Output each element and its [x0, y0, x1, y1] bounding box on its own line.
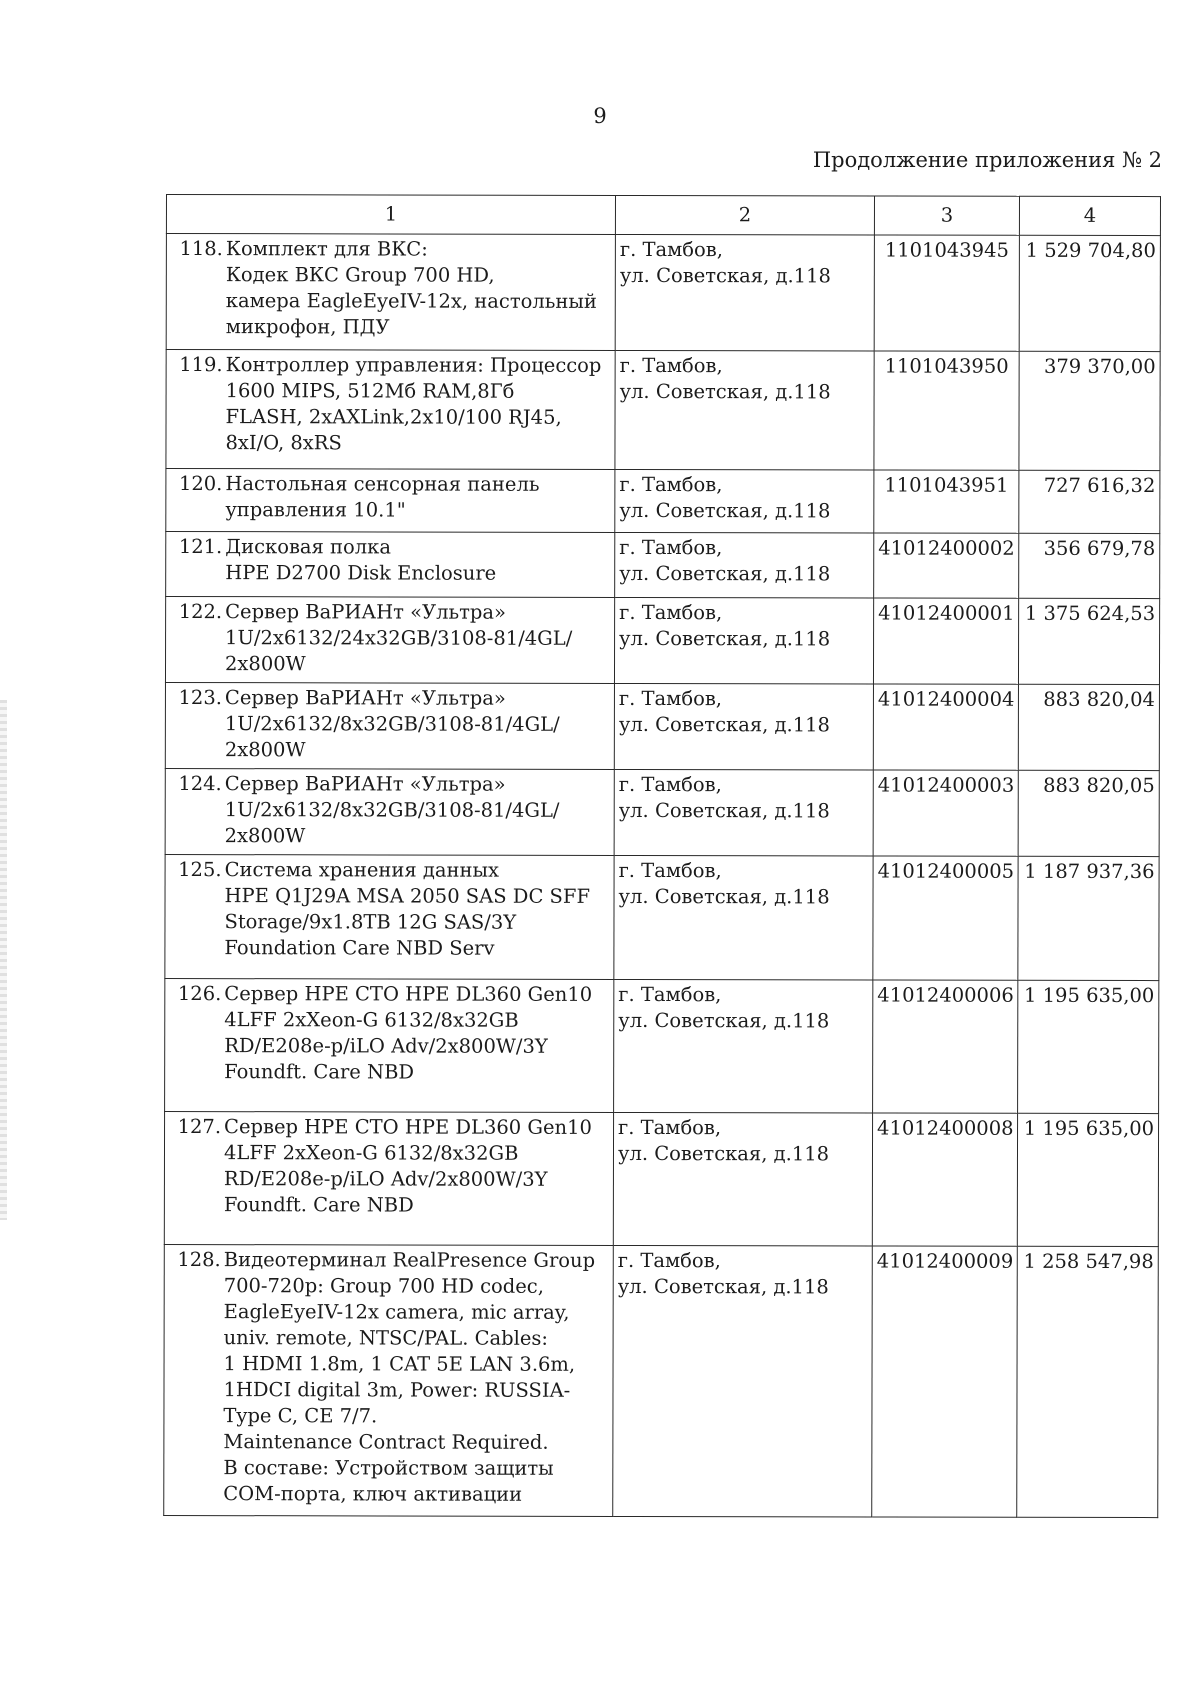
item-number: 125. — [178, 858, 222, 882]
item-description: Видеотерминал RealPresence Group 700-720p: Group 700 HD codec, EagleEyeIV-12x camera, mic array, univ. remote, NTSC/PAL. Cables: 1 HDMI 1.8m, 1 CAT 5E LAN 3.6m, 1HDCI digital 3m, Power: RUSSIA- Type C, CE 7/7. Maintenance Contract Required. В составе: Устройством защиты COM-порта, ключ активации — [223, 1248, 596, 1506]
inventory-number-cell: 41012400008 — [872, 1113, 1017, 1246]
item-cell — [166, 234, 615, 351]
item-description: Контроллер управления: Процессор 1600 MIPS, 512Мб RAM,8Гб FLASH, 2xAXLink,2x10/100 RJ45, 8xI/O, 8xRS — [225, 353, 602, 455]
item-number: 119. — [179, 353, 223, 377]
inventory-number-cell: 41012400006 — [873, 980, 1018, 1113]
address-cell: г. Тамбов, ул. Советская, д.118 — [613, 1112, 872, 1246]
item-number: 126. — [177, 982, 222, 1006]
item-cell — [166, 532, 615, 598]
item-cell — [166, 350, 615, 470]
item-cell — [165, 768, 614, 855]
inventory-number-cell: 1101043951 — [874, 470, 1019, 533]
address-cell: г. Тамбов, ул. Советская, д.118 — [615, 350, 874, 470]
item-description: Дисковая полка HPE D2700 Disk Enclosure — [225, 535, 497, 585]
item-cell — [164, 1244, 614, 1516]
item-number: 118. — [179, 237, 223, 261]
value-cell: 1 258 547,98 — [1017, 1246, 1159, 1517]
page-number: 9 — [593, 104, 607, 128]
address-cell: г. Тамбов, ул. Советская, д.118 — [615, 532, 874, 598]
table-row — [164, 1111, 1158, 1246]
address-cell: г. Тамбов, ул. Советская, д.118 — [615, 469, 874, 533]
item-cell — [164, 1111, 613, 1245]
table-row — [165, 978, 1159, 1113]
item-number: 121. — [178, 535, 223, 559]
value-cell: 883 820,04 — [1018, 684, 1159, 770]
inventory-number-cell: 41012400005 — [873, 856, 1018, 980]
address-cell: г. Тамбов, ул. Советская, д.118 — [614, 769, 873, 856]
item-number: 124. — [178, 772, 222, 796]
table-row — [165, 854, 1159, 980]
value-cell: 1 529 704,80 — [1019, 235, 1160, 351]
item-number: 120. — [178, 472, 223, 496]
header-row — [166, 195, 1160, 236]
scan-edge-artifact — [0, 700, 7, 1220]
column-header-1: 1 — [166, 195, 615, 235]
item-description: Сервер HPE CTO HPE DL360 Gen10 4LFF 2xXeon-G 6132/8x32GB RD/E208e-p/iLO Adv/2x800W/3Y Foundft. Care NBD — [224, 982, 593, 1084]
value-cell: 379 370,00 — [1019, 351, 1160, 470]
table-row — [166, 234, 1160, 352]
value-cell: 1 195 635,00 — [1017, 1113, 1158, 1246]
item-number: 128. — [177, 1248, 221, 1272]
table-row — [165, 683, 1159, 771]
item-description: Комплект для ВКС: Кодек ВКС Group 700 HD, камера EagleEyeIV-12x, настольный микрофон, ПДУ — [225, 237, 597, 339]
appendix-title: Продолжение приложения № 2 — [812, 148, 1162, 172]
item-description: Сервер ВаРИАНт «Ультра» 1U/2x6132/8x32GB/3108-81/4GL/ 2x800W — [224, 686, 560, 762]
item-cell — [166, 469, 615, 533]
address-cell: г. Тамбов, ул. Советская, д.118 — [614, 855, 873, 980]
column-header-2: 2 — [615, 195, 874, 235]
inventory-number-cell: 41012400009 — [872, 1246, 1018, 1517]
address-cell: г. Тамбов, ул. Советская, д.118 — [613, 1245, 873, 1517]
item-cell — [165, 978, 614, 1112]
table-row — [164, 1244, 1159, 1517]
inventory-number-cell: 1101043945 — [874, 235, 1019, 351]
address-cell: г. Тамбов, ул. Советская, д.118 — [615, 234, 874, 351]
value-cell: 1 375 624,53 — [1018, 598, 1159, 684]
property-table — [163, 194, 1161, 1518]
table-row — [166, 469, 1160, 534]
table-row — [166, 350, 1160, 471]
table-row — [165, 597, 1159, 685]
item-description: Сервер HPE CTO HPE DL360 Gen10 4LFF 2xXeon-G 6132/8x32GB RD/E208e-p/iLO Adv/2x800W/3Y Foundft. Care NBD — [223, 1115, 592, 1217]
item-description: Сервер ВаРИАНт «Ультра» 1U/2x6132/8x32GB/3108-81/4GL/ 2x800W — [224, 772, 560, 848]
inventory-number-cell: 1101043950 — [874, 351, 1019, 470]
item-number: 122. — [178, 600, 223, 624]
address-cell: г. Тамбов, ул. Советская, д.118 — [614, 597, 873, 684]
value-cell: 356 679,78 — [1019, 533, 1160, 598]
item-cell — [165, 683, 614, 770]
inventory-number-cell: 41012400002 — [874, 533, 1019, 598]
column-header-3: 3 — [874, 196, 1019, 235]
item-description: Сервер ВаРИАНт «Ультра» 1U/2x6132/24x32GB/3108-81/4GL/ 2x800W — [224, 600, 573, 676]
inventory-number-cell: 41012400001 — [873, 598, 1018, 684]
value-cell: 1 195 635,00 — [1018, 980, 1159, 1113]
item-cell — [165, 597, 614, 684]
inventory-number-cell: 41012400004 — [873, 684, 1018, 770]
item-number: 127. — [177, 1115, 222, 1139]
address-cell: г. Тамбов, ул. Советская, д.118 — [614, 683, 873, 770]
item-description: Настольная сенсорная панель управления 10.1" — [225, 472, 540, 522]
address-cell: г. Тамбов, ул. Советская, д.118 — [614, 979, 873, 1113]
inventory-number-cell: 41012400003 — [873, 770, 1018, 856]
item-number: 123. — [178, 686, 222, 710]
item-cell — [165, 854, 614, 979]
value-cell: 727 616,32 — [1019, 470, 1160, 533]
item-description: Система хранения данных HPE Q1J29A MSA 2050 SAS DC SFF Storage/9x1.8TB 12G SAS/3Y Foundation Care NBD Serv — [224, 858, 591, 960]
value-cell: 1 187 937,36 — [1018, 856, 1159, 980]
table-row — [165, 768, 1159, 856]
table-row — [166, 532, 1160, 599]
value-cell: 883 820,05 — [1018, 770, 1159, 856]
column-header-4: 4 — [1019, 196, 1160, 235]
